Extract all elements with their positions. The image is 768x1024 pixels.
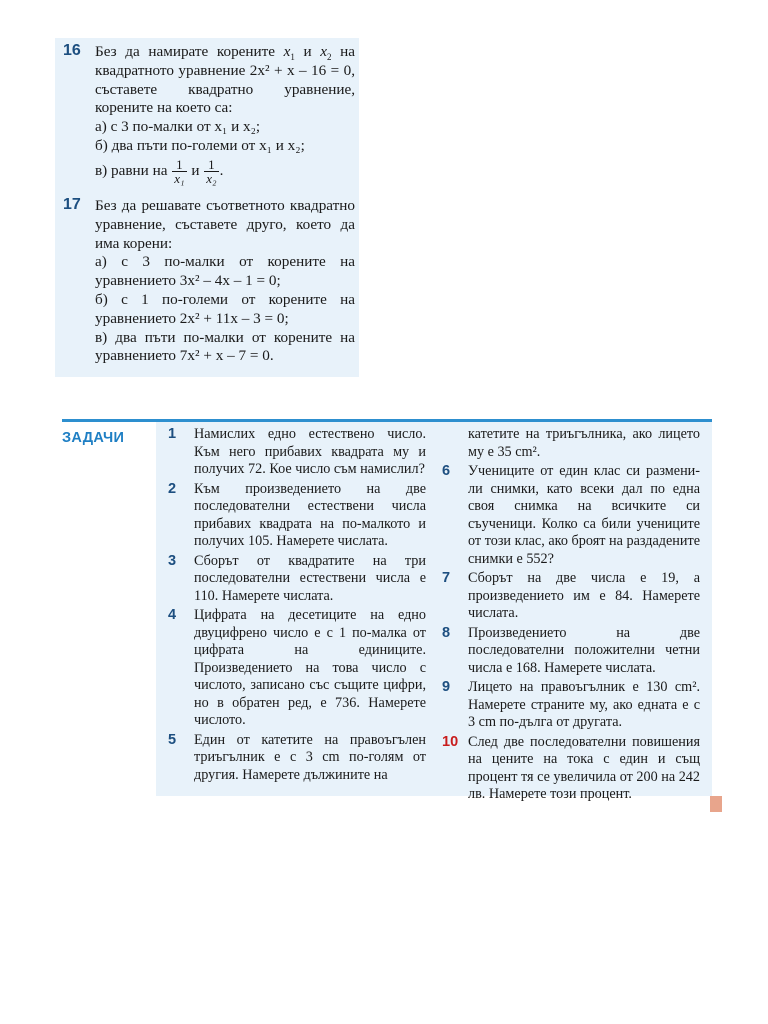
task-number: 5 (168, 731, 177, 748)
task-number: 8 (442, 624, 451, 641)
problem-text: Без да намирате корените $x_1$ и $x_2$ на квадратното уравнение 2x² + x – 16 = 0, съставете квадратно уравнение, корените на което са: а) с 3 по-малки от x₁ и x₂; б) два пъти по-големи от x₁ и x₂; в) равни на $\frac{1}{\text{x₁}}$ и $\frac{1}{\text{x₂}}$ . (95, 43, 355, 186)
task-number: 3 (168, 552, 177, 569)
task-number: 7 (442, 570, 451, 586)
task-item: 9 Лицето на правоъгълник е 130 cm². Намерете страните му, ако едната е с 3 cm по-дълга от другата. (442, 679, 700, 730)
tasks-heading: ЗАДАЧИ (62, 430, 125, 446)
problem-text: Без да решавате съответното квадратно уравнение, съставете друго, което да има корени: а) с 3 по-малки от корените на уравнението 3x² – 4x – 1 = 0; б) с 1 по-големи от корените на уравнението 2x² + 11x – 3 = 0; в) два пъти по-малки от корените на уравнението 7x² + x – 7 = 0. (95, 197, 355, 365)
task-item: 6 Учениците от един клас си размени-ли снимки, като всеки дал по една своя снимка на всичките си съученици. Колко са били учениците от този клас, ако броят на раздадените снимки е 552? (442, 463, 700, 567)
tasks-right-column (442, 426, 700, 806)
task-number: 2 (168, 480, 177, 497)
task-item: 8 Произведението на две последователни положителни четни числа е 168. Намерете числата. (442, 624, 700, 676)
task-number: 6 (442, 463, 451, 479)
item-a: а) с 3 по-малки от x₁ и x₂; (95, 118, 261, 136)
task-number: 9 (442, 679, 451, 695)
item-c: в) равни на $\frac{1}{\text{x₁}}$ и $\frac{1}{\text{x₂}}$ . (95, 156, 224, 186)
task-item: 10 След две последователни повишения на цените на тока с един и същ процент тя се увеличила от 200 на 242 лв. Намерете този процент. (442, 733, 700, 802)
task-item: 2 Към произведението на две последователни естествени числа прибавих квадрата на по-малкото и получих 105. Намерете числата. (168, 480, 426, 549)
problem-number: 16 (63, 42, 81, 59)
task-continuation: катетите на триъгълника, ако лицето му е 35 cm². (468, 426, 700, 460)
task-item: 1 Намислих едно естествено число. Към него прибавих квадрата му и получих 72. Кое число съм намислил? (168, 426, 426, 477)
problem-number: 17 (63, 196, 81, 213)
task-item: 4 Цифрата на десетиците на едно двуцифрено число е с 1 по-малка от цифрата на единиците. Произведението на това число с числото, записано със същите цифри, но в обратен ред, е 736. Намерете числото. (168, 607, 426, 728)
item-a: а) с 3 по-малки от корените на уравнението 3x² – 4x – 1 = 0; (95, 253, 355, 290)
item-b: б) два пъти по-големи от x₁ и x₂; (95, 136, 305, 154)
page-edge-marker (710, 796, 722, 812)
task-number: 1 (168, 426, 177, 442)
task-item: 5 Един от катетите на правоъгълен триъгълник е с 3 cm по-голям от другия. Намерете дължините на (168, 731, 426, 783)
tasks-left-column (168, 426, 426, 786)
exercise-box (55, 38, 359, 377)
task-number: 10 (442, 733, 459, 750)
fraction: $\frac{1}{\text{x₁}}$ (174, 156, 185, 186)
tasks-box (156, 422, 712, 802)
task-item: 7 Сборът на две числа е 19, а произведението им е 84. Намерете числата. (442, 570, 700, 621)
task-item: 3 Сборът от квадратите на три последователни естествени числа е 110. Намерете числата. (168, 552, 426, 604)
item-c: в) два пъти по-малки от корените на уравнението 7x² + x – 7 = 0. (95, 328, 355, 365)
task-number: 4 (168, 607, 177, 623)
equation: 2x² + x – 16 = 0 (249, 61, 352, 79)
fraction: $\frac{1}{\text{x₂}}$ (206, 156, 217, 186)
item-b: б) с 1 по-големи от корените на уравнението 2x² + 11x – 3 = 0; (95, 290, 355, 327)
